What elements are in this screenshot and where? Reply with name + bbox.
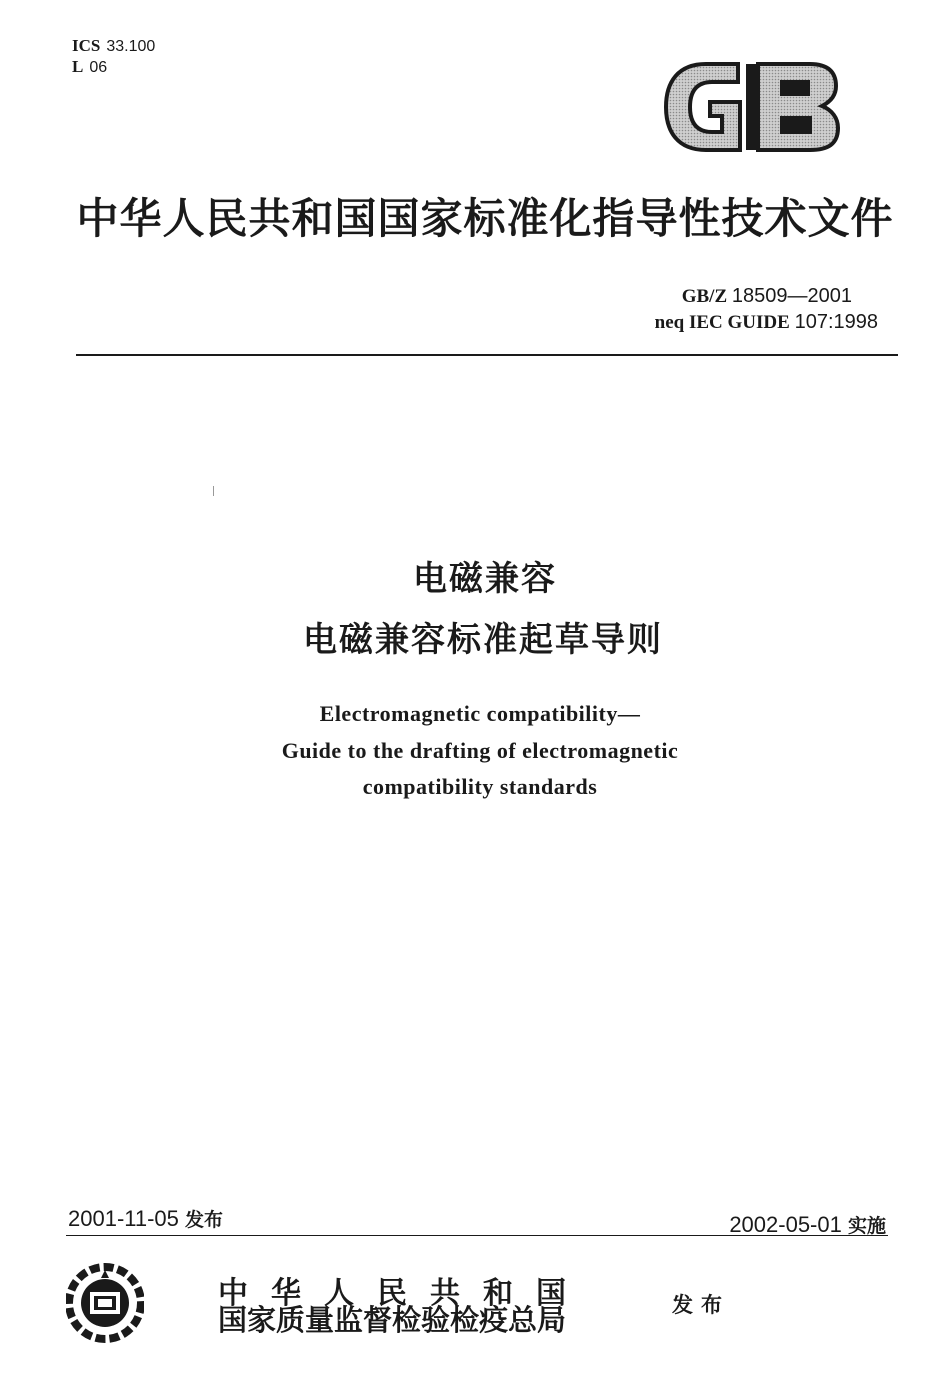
header-divider: [76, 354, 898, 356]
equivalence-prefix: neq IEC GUIDE: [654, 312, 790, 333]
equivalent-standard: [655, 311, 878, 334]
gb-logo: [660, 60, 844, 154]
class-label: L: [72, 57, 84, 76]
classification-codes: [72, 36, 155, 78]
implementation-date-value: 2002-05-01: [729, 1212, 842, 1237]
title-en-line1: Electromagnetic compatibility—: [319, 701, 641, 726]
document-category-title: 中华人民共和国国家标准化指导性技术文件: [76, 194, 894, 243]
footer-divider: [66, 1235, 888, 1236]
issuer-line1: 中华人民共和国: [218, 1276, 589, 1311]
ics-code: [72, 36, 155, 57]
standard-number: [682, 285, 852, 308]
issue-date-value: 2001-11-05: [68, 1206, 179, 1231]
issue-date: [68, 1205, 223, 1232]
issuer-seal-icon: [66, 1262, 144, 1344]
scan-mark: [213, 486, 214, 496]
standard-prefix: GB/Z: [681, 286, 728, 307]
publish-label: 发布: [672, 1293, 730, 1317]
issuer-line2: 国家质量监督检验检疫总局: [218, 1303, 567, 1337]
class-code: [72, 57, 155, 78]
standard-code: 18509—2001: [731, 285, 852, 307]
ics-number: 33.100: [106, 38, 156, 55]
ics-label: ICS: [72, 36, 101, 55]
equivalence-code: 107:1998: [794, 311, 878, 333]
implementation-date: [729, 1211, 886, 1238]
title-cn-main: 电磁兼容: [413, 559, 557, 599]
title-cn-sub: 电磁兼容标准起草导则: [303, 620, 663, 660]
issue-label: 发布: [185, 1209, 224, 1231]
title-en-line2: Guide to the drafting of electromagnetic: [281, 738, 679, 763]
title-en-line3: compatibility standards: [362, 774, 598, 799]
class-number: 06: [89, 59, 108, 76]
implementation-label: 实施: [847, 1215, 886, 1237]
